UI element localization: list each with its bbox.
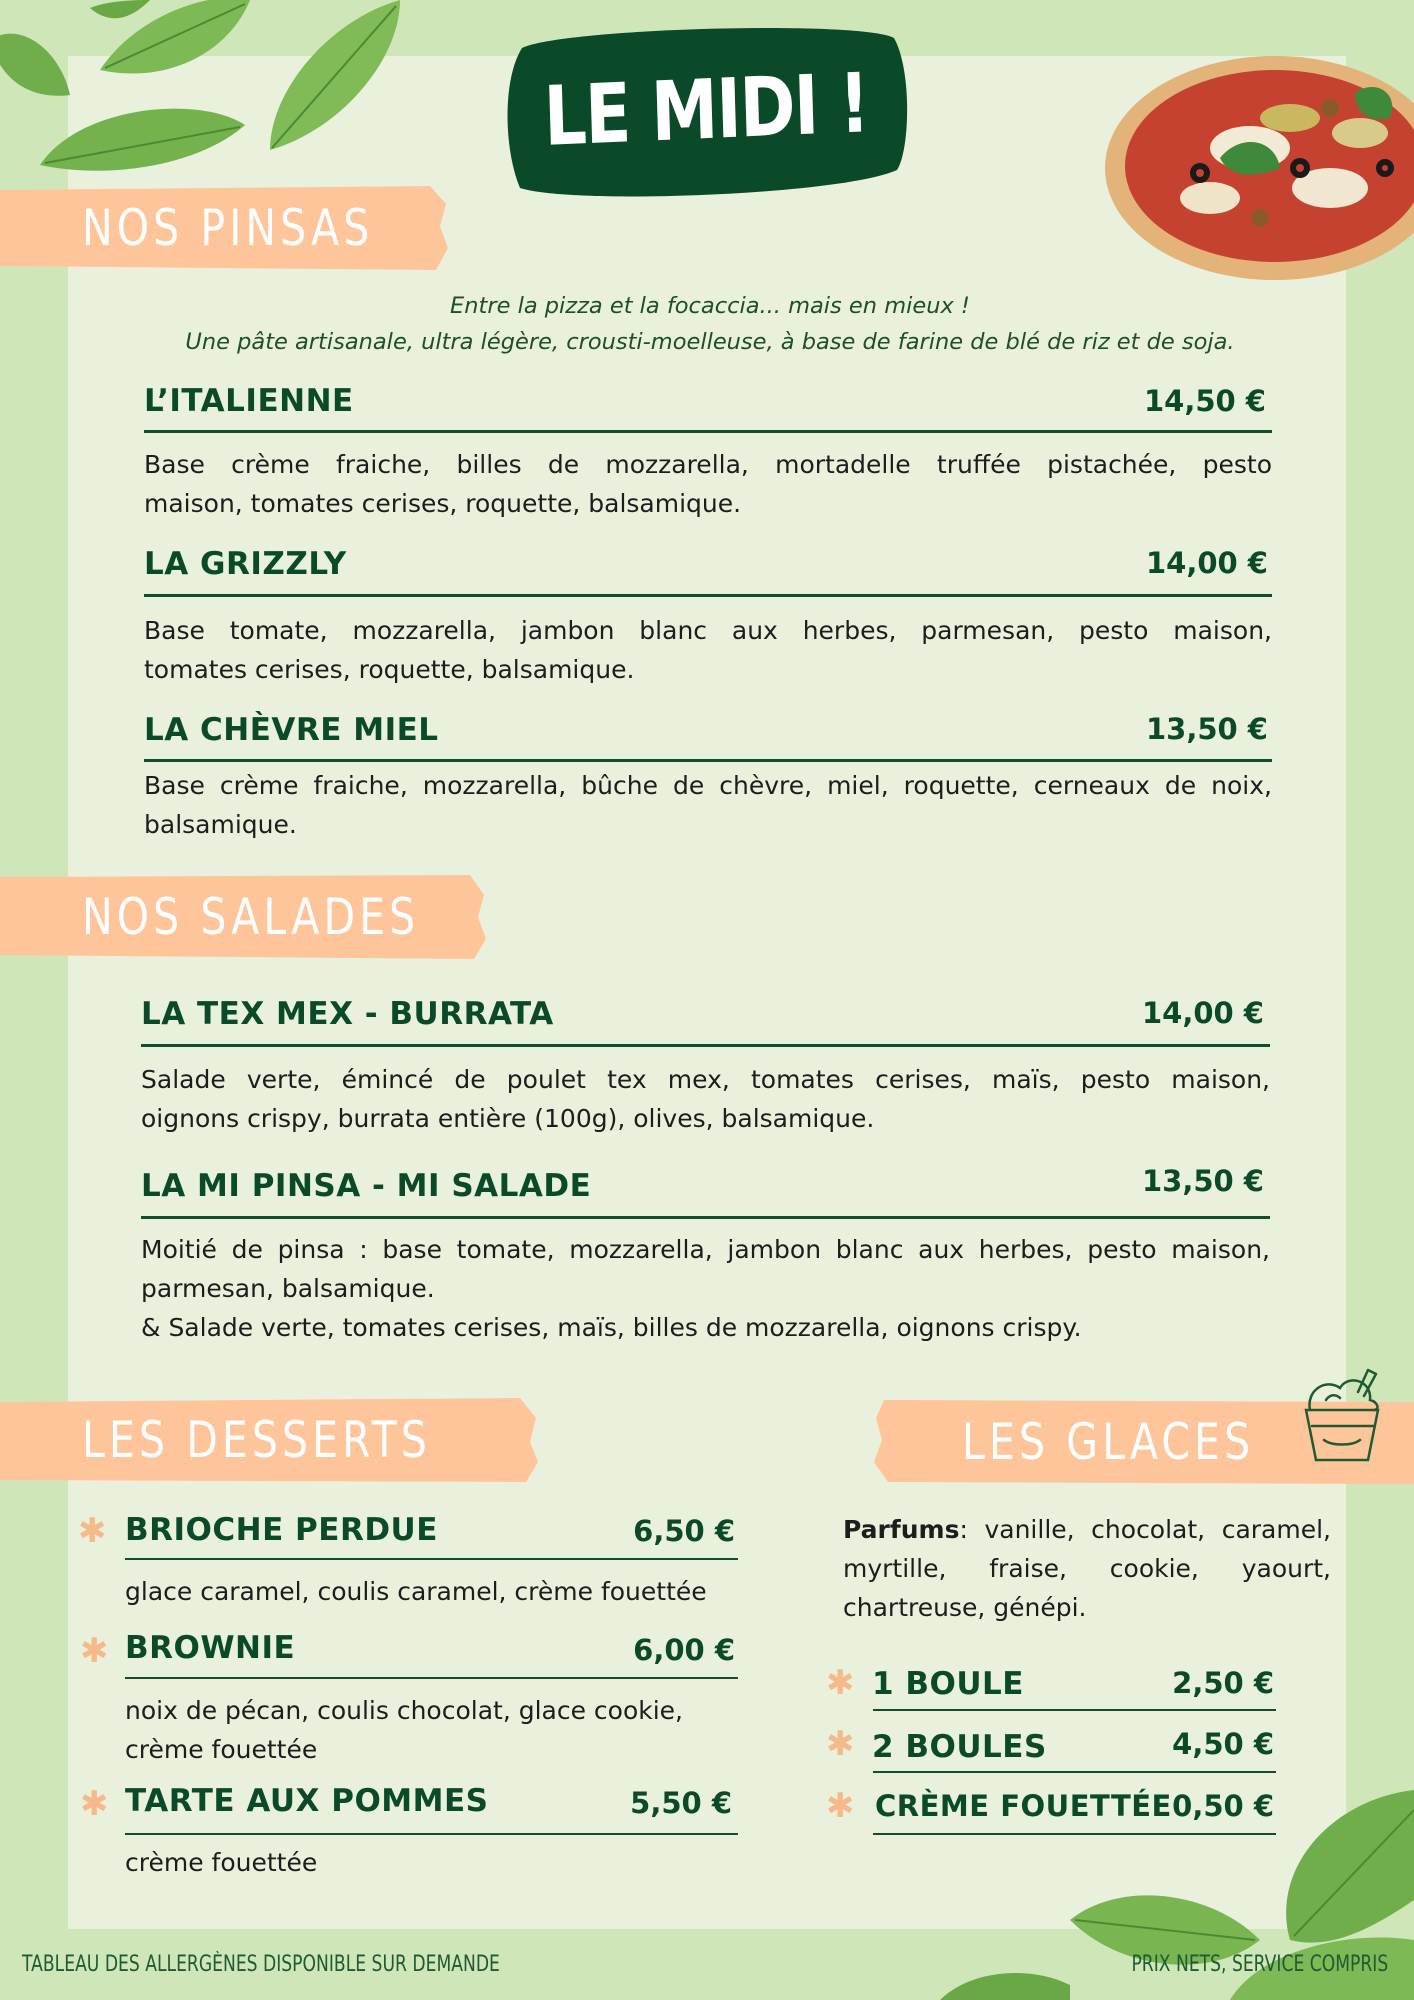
menu-item-description: Moitié de pinsa : base tomate, mozzarella, jambon blanc aux herbes, pesto maison, parmesan, balsamique. & Salade verte, tomates cerises, maïs, billes de mozzarella, oignons crispy. <box>141 1235 1270 1342</box>
menu-item-price: 13,50 € <box>1141 1164 1264 1198</box>
page-title: LE MIDI ! <box>542 55 870 165</box>
divider <box>125 1677 738 1679</box>
menu-item-price: 14,50 € <box>1143 384 1266 418</box>
divider <box>144 759 1272 762</box>
menu-item-name: LA GRIZZLY <box>144 546 347 582</box>
pizza-image <box>1100 38 1414 298</box>
menu-item-name: 2 BOULES <box>872 1729 1047 1765</box>
star-icon: ✱ <box>78 1511 107 1551</box>
menu-item-name: LA TEX MEX - BURRATA <box>141 996 554 1032</box>
menu-item-description: Base crème fraiche, billes de mozzarella, mortadelle truffée pistachée, pesto maison, tomates cerises, roquette, balsamique. <box>144 450 1272 518</box>
divider <box>144 430 1272 433</box>
menu-item-price: 4,50 € <box>1172 1727 1274 1761</box>
divider <box>873 1709 1276 1711</box>
menu-item-price: 5,50 € <box>630 1786 732 1820</box>
menu-item-name: BRIOCHE PERDUE <box>125 1512 438 1548</box>
menu-item-name: LA MI PINSA - MI SALADE <box>141 1168 592 1204</box>
divider <box>144 594 1272 597</box>
section-title-desserts: LES DESSERTS <box>82 1411 432 1469</box>
section-title-glaces: LES GLACES <box>962 1413 1255 1471</box>
star-icon: ✱ <box>826 1663 855 1703</box>
star-icon: ✱ <box>80 1631 109 1671</box>
menu-item-name: CRÈME FOUETTÉE <box>875 1789 1172 1823</box>
star-icon: ✱ <box>826 1724 855 1764</box>
menu-item-price: 14,00 € <box>1145 546 1268 580</box>
menu-item-name: LA CHÈVRE MIEL <box>144 712 439 748</box>
star-icon: ✱ <box>826 1786 855 1826</box>
divider <box>125 1833 738 1835</box>
pinsas-intro <box>120 288 1300 360</box>
divider <box>141 1216 1270 1219</box>
menu-item-price: 6,50 € <box>633 1514 735 1548</box>
menu-item-price: 0,50 € <box>1172 1789 1274 1823</box>
menu-item-name: BROWNIE <box>125 1630 296 1666</box>
intro-line-2: Une pâte artisanale, ultra légère, crousti-moelleuse, à base de farine de blé de riz et de soja. <box>185 329 1235 355</box>
section-banner-pinsas <box>0 186 450 270</box>
menu-item-description: noix de pécan, coulis chocolat, glace cookie, crème fouettée <box>125 1696 684 1764</box>
divider <box>125 1558 738 1560</box>
parfums-label: Parfums <box>843 1515 960 1544</box>
parfums-description: Parfums: vanille, chocolat, caramel, myrtille, fraise, cookie, yaourt, chartreuse, génépi. <box>843 1515 1331 1622</box>
title-badge <box>502 20 910 200</box>
section-banner-salades <box>0 875 488 959</box>
section-banner-desserts <box>0 1398 540 1482</box>
section-title-pinsas: NOS PINSAS <box>82 199 374 257</box>
menu-item-name: 1 BOULE <box>872 1666 1024 1702</box>
footer-allergens-note: TABLEAU DES ALLERGÈNES DISPONIBLE SUR DEMANDE <box>22 1952 500 1977</box>
menu-item-price: 2,50 € <box>1172 1666 1274 1700</box>
menu-item-price: 14,00 € <box>1141 996 1264 1030</box>
ice-cream-cup-icon <box>1296 1368 1388 1468</box>
section-title-salades: NOS SALADES <box>82 888 420 946</box>
menu-item-name: TARTE AUX POMMES <box>125 1783 489 1819</box>
menu-item-description: crème fouettée <box>125 1848 318 1877</box>
menu-item-price: 6,00 € <box>633 1633 735 1667</box>
menu-item-name: L’ITALIENNE <box>144 383 354 419</box>
star-icon: ✱ <box>80 1784 109 1824</box>
menu-item-description: Base tomate, mozzarella, jambon blanc aux herbes, parmesan, pesto maison, tomates cerises, roquette, balsamique. <box>144 616 1272 684</box>
divider <box>141 1044 1270 1047</box>
basil-leaves-top-left <box>0 0 420 200</box>
divider <box>873 1771 1276 1773</box>
intro-line-1: Entre la pizza et la focaccia... mais en mieux ! <box>450 293 970 319</box>
menu-item-price: 13,50 € <box>1145 712 1268 746</box>
menu-item-description: Base crème fraiche, mozzarella, bûche de chèvre, miel, roquette, cerneaux de noix, balsamique. <box>144 771 1272 839</box>
menu-item-description: glace caramel, coulis caramel, crème fouettée <box>125 1577 707 1606</box>
footer-price-note: PRIX NETS, SERVICE COMPRIS <box>1131 1952 1388 1977</box>
menu-item-description: Salade verte, émincé de poulet tex mex, tomates cerises, maïs, pesto maison, oignons crispy, burrata entière (100g), olives, balsamique. <box>141 1065 1270 1133</box>
